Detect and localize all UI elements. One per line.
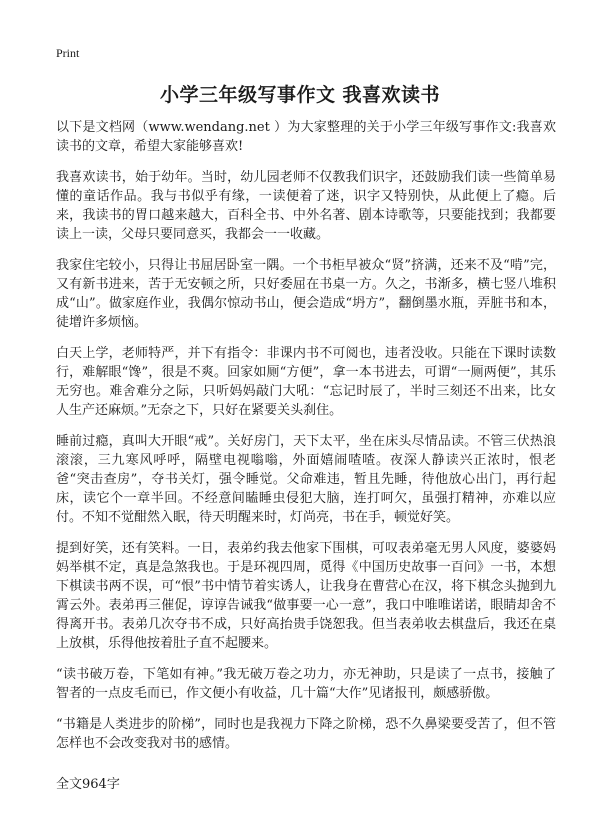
paragraph: 睡前过瘾，真叫大开眼“戒”。关好房门，天下太平，坐在床头尽情品读。不管三伏热浪滚滚，三九寒风呼呼，隔壁电视嗡嗡，外面嬉闹喳喳。夜深人静读兴正浓时，恨老爸“突击查房”，夺书关灯，强令睡觉。父命难违，暂且先睡，待他放心出门，再行起床，读它个一章半回。不经意间瞌睡虫侵犯大脑，连打呵欠，虽强打精神，亦难以应付。不知不觉酣然入眠，待天明醒来时，灯尚亮，书在手，顿觉好笑。 [56, 434, 556, 525]
paragraph: “书籍是人类进步的阶梯”，同时也是我视力下降之阶梯，恐不久鼻梁要受苦了，但不管怎样也不会改变我对书的感情。 [56, 717, 556, 751]
paragraph: 白天上学，老师特严，并下有指令：非课内书不可阅也，违者没收。只能在下课时读数行，难解眼“馋”，很是不爽。回家如厕“方便”，拿一本书进去，可谓“一厕两便”，其乐无穷也。难舍难分之际，只听妈妈敲门大吼：“忘记时辰了，半时三刻还不出来，比女人生产还麻烦。”无奈之下，只好在紧要关头刹住。 [56, 346, 556, 418]
document-title: 小学三年级写事作文 我喜欢读书 [159, 84, 441, 106]
paragraph: 我家住宅较小，只得让书屈居卧室一隅。一个书柜早被众“贤”挤满，还来不及“啃”完，又有新书进来，苦于无安顿之所，只好委屈在书桌一方。久之，书渐多，横七竖八堆积成“山”。做家庭作业，我偶尔惊动书山，便会造成“坍方”，翻倒墨水瓶，弄脏书和本，徒增许多烦恼。 [56, 258, 556, 330]
document-body [56, 118, 556, 792]
paragraph: 提到好笑，还有笑料。一日，表弟约我去他家下围棋，可叹表弟毫无男人风度，婆婆妈妈举棋不定，真是急煞我也。于是环视四周，觅得《中国历史故事一百问》一书，本想下棋读书两不误，可“恨”书中情节着实诱人，让我身在曹营心在汉，将下棋念头抛到九霄云外。表弟再三催促，谆谆告诫我“做事要一心一意”，我口中唯唯诺诺，眼睛却舍不得离开书。表弟几次夺书不成，只好高抬贵手饶恕我。但当表弟收去棋盘后，我还在桌上放棋，乐得他按着肚子直不起腰来。 [56, 541, 556, 651]
paragraph: 我喜欢读书，始于幼年。当时，幼儿园老师不仅教我们识字，还鼓励我们读一些简单易懂的童话作品。我与书似乎有缘，一读便着了迷，识字又特别快，从此便上了瘾。后来，我读书的胃口越来越大，百科全书、中外名著、剧本诗歌等，只要能找到；我都要读上一读，父母只要同意买，我都会一一收藏。 [56, 170, 556, 242]
paragraph-intro: 以下是文档网（www.wendang.net ）为大家整理的关于小学三年级写事作文:我喜欢读书的文章，希望大家能够喜欢! [56, 120, 556, 154]
paragraph: “读书破万卷，下笔如有神。”我无破万卷之功力，亦无神助，只是读了一点书，接触了智者的一点皮毛而已，作文便小有收益，几十篇“大作”见诸报刊，颇感骄傲。 [56, 667, 556, 701]
word-count: 全文964字 [56, 777, 120, 792]
print-label: Print [56, 46, 80, 60]
